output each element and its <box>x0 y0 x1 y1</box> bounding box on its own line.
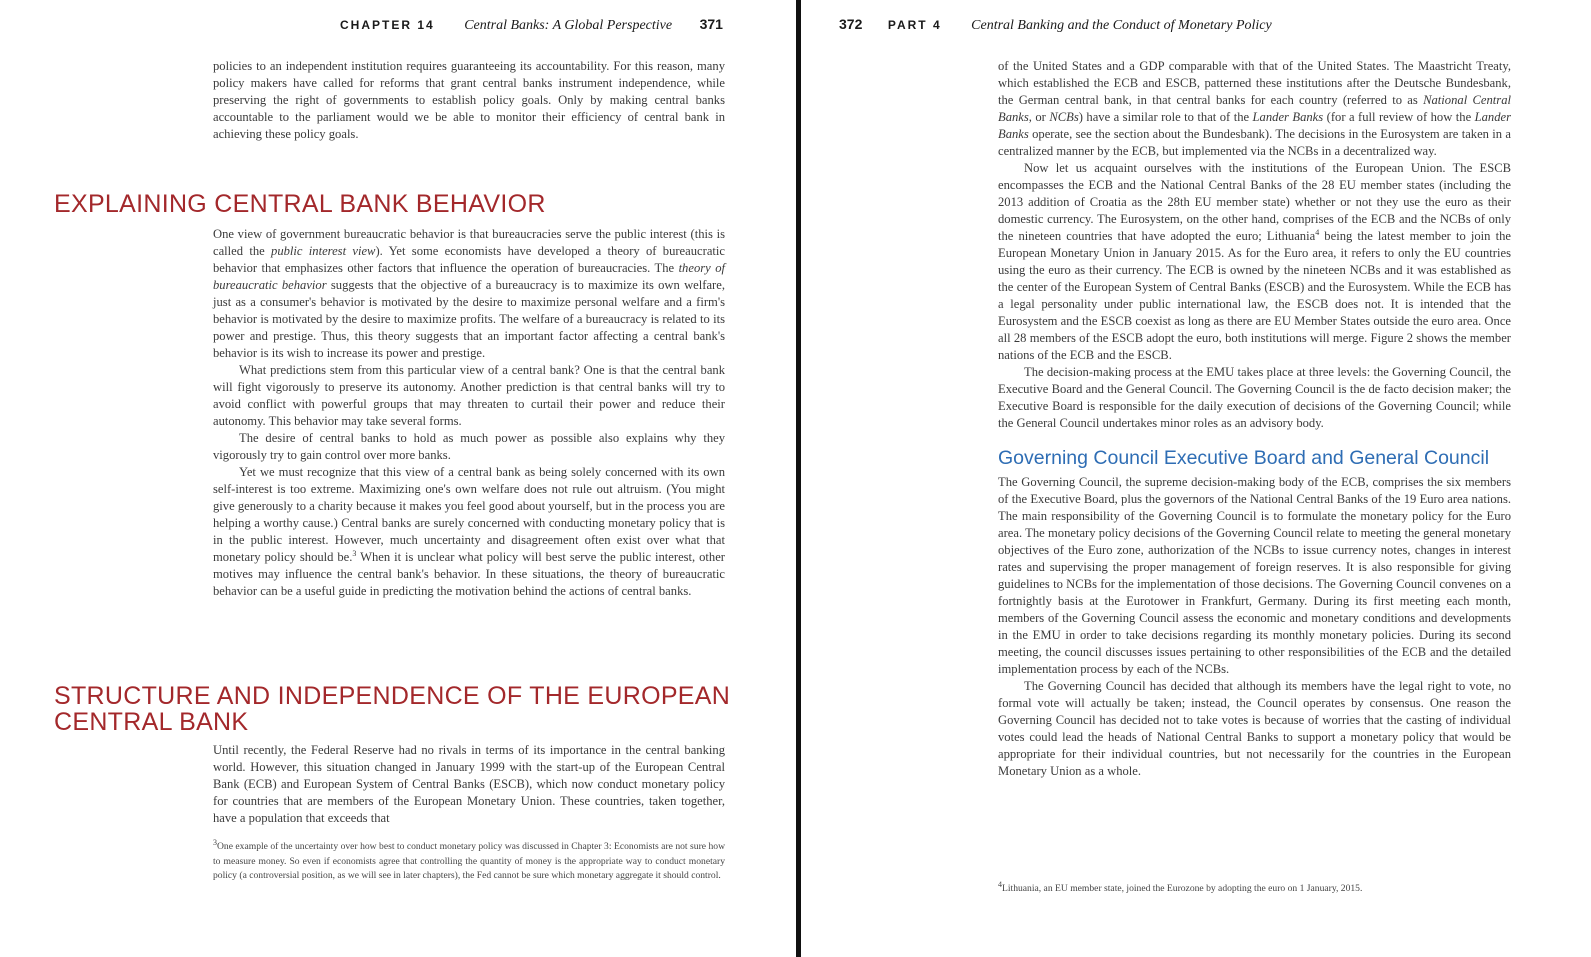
term-public-interest-view: public interest view <box>271 244 376 258</box>
intro-paragraph: policies to an independent institution requires guaranteeing its accountability. For this reason, many policy makers have called for reforms that grant central banks instrument independence, while preserving the right of governments to establish policy goals. Only by making central banks accountable to the parliament would we be able to monitor their efficiency of central bank in achieving these policy goals. <box>213 59 725 141</box>
section-body-structure <box>213 742 725 827</box>
paragraph: The Governing Council, the supreme decision-making body of the ECB, comprises the six members of the Executive Board, plus the governors of the National Central Banks of the 19 Euro area nations. The main responsibility of the Governing Council is to formulate the monetary policy for the Euro area. The monetary policy decisions of the Governing Council relate to meeting the general monetary objectives of the Euro zone, authorization of the NCBs to issue currency notes, changes in interest rates and supervising the proper management of foreign reserves. It is also responsible for giving guidelines to NCBs for the implementation of those decisions. The Governing Council convenes on a fortnightly basis at the Eurotower in Frankfurt, Germany. During its first meeting each month, members of the Governing Council assess the economic and monetary conditions and developments in the EMU in order to take decisions regarding its monthly monetary policies. During its second meeting, the council discusses issues pertaining to other responsibilities of the ECB and the detailed implementation process by each of the NCBs. <box>998 475 1511 676</box>
running-head-right <box>839 16 1272 34</box>
paragraph: The decision-making process at the EMU takes place at three levels: the Governing Council, the Executive Board and the General Council. The Governing Council is the de facto decision maker; the Executive Board is responsible for the daily execution of decisions of the Governing Council; while the General Council undertakes minor roles as an advisory body. <box>998 365 1511 430</box>
paragraph: The desire of central banks to hold as much power as possible also explains why they vigorously try to gain control over more banks. <box>213 431 725 462</box>
footnote-4: $^4$Lithuania, an EU member state, joined the Eurozone by adopting the euro on 1 January, 2015. <box>998 879 1363 894</box>
running-head-left <box>340 16 723 34</box>
paragraph: Yet we must recognize that this view of a central bank as being solely concerned with its own self-interest is too extreme. Maximizing one's own welfare does not rule out altruism. (You might give generously to a charity because it makes you feel good about yourself, but in the process you are helping a worthy cause.) Central banks are surely concerned with conducting monetary policy that is in the public interest. However, much uncertainty and disagreement often exist over what that monetary policy should be.$^3$ When it is unclear what policy will best serve the public interest, other motives may influence the central bank's behavior. In these situations, the theory of bureaucratic behavior can be a useful guide in predicting the motivation behind the actions of central banks. <box>213 465 726 598</box>
paragraph: The Governing Council has decided that although its members have the legal right to vote, no formal vote will actually be taken; instead, the Council operates by consensus. One reason the Governing Council has decided not to take votes is because of worries that the casting of individual votes could lead the heads of National Central Banks to support a monetary policy that would be appropriate for their individual countries, but not necessarily for the countries in the European Monetary Union as a whole. <box>998 679 1511 778</box>
page-number: 371 <box>699 16 723 32</box>
paragraph: of the United States and a GDP comparable with that of the United States. The Maastricht Treaty, which established the ECB and ESCB, patterned these institutions after the Deutsche Bundesbank, the German central bank, in that central banks for each country (referred to as National Central Banks, or NCBs) have a similar role to that of the Lander Banks (for a full review of how the Lander Banks operate, see the section about the Bundesbank). The decisions in the Eurosystem are taken in a centralized manner by the ECB, but implemented via the NCBs in a decentralized way. <box>998 59 1512 158</box>
section-body-explaining <box>213 226 725 600</box>
intro-text <box>213 58 725 143</box>
subsection-heading: Governing Council Executive Board and General Council <box>998 447 1490 469</box>
running-head-title: Central Banking and the Conduct of Monetary Policy <box>971 18 1272 33</box>
paragraph: One view of government bureaucratic behavior is that bureaucracies serve the public interest (this is called the public interest view). Yet some economists have developed a theory of bureaucratic behavior that emphasizes other factors that influence the operation of bureaucracies. The theory of bureaucratic behavior suggests that the objective of a bureaucracy is to maximize its own welfare, just as a consumer's behavior is motivated by the desire to maximize personal welfare and a firm's behavior is motivated by the desire to maximize profits. The welfare of a bureaucracy is related to its power and prestige. Thus, this theory suggests that an important factor affecting a central bank's behavior is its wish to increase its power and prestige. <box>213 227 725 360</box>
section-heading-structure: STRUCTURE AND INDEPENDENCE OF THE EUROPEAN CENTRAL BANK <box>54 682 731 736</box>
right-page <box>803 0 1591 957</box>
footnote-3: $^3$One example of the uncertainty over how best to conduct monetary policy was discussed in Chapter 3: Economists are not sure how to measure money. So even if economists agree that controlling the quantity of money is the appropriate way to conduct monetary policy (a controversial position, as we will see in later chapters), the Fed cannot be sure which monetary aggregate it should control. <box>213 837 725 881</box>
section-heading-explaining: EXPLAINING CENTRAL BANK BEHAVIOR <box>54 190 546 218</box>
paragraph: Until recently, the Federal Reserve had no rivals in terms of its importance in the central banking world. However, this situation changed in January 1999 with the start-up of the European Central Bank (ECB) and European System of Central Banks (ESCB), which now conduct monetary policy for countries that are members of the European Monetary Union. These countries, taken together, have a population that exceeds that <box>213 743 725 825</box>
paragraph: Now let us acquaint ourselves with the institutions of the European Union. The ESCB encompasses the ECB and the National Central Banks of the 28 EU member states (including the 2013 addition of Croatia as the 28th EU member state) whether or not they use the euro as their domestic currency. The Eurosystem, on the other hand, comprises of the ECB and the NCBs of only the nineteen countries that have adopted the euro; Lithuania$^4$ being the latest member to join the European Monetary Union in January 2015. As for the Euro area, it refers to only the EU countries using the euro as their currency. The ECB is owned by the nineteen NCBs and it was established as the center of the European System of Central Banks (ESCB) and the Eurosystem. While the ECB has a legal personality under public international law, the ESCB does not. It is intended that the Eurosystem and the ESCB coexist as long as there are EU Member States outside the euro area. Once all 28 members of the ESCB adopt the euro, both institutions will merge. Figure 2 shows the member nations of the ECB and the ESCB. <box>998 161 1511 362</box>
paragraph: What predictions stem from this particular view of a central bank? One is that the central bank will fight vigorously to preserve its autonomy. Another prediction is that central banks will try to avoid conflict with powerful groups that may threaten to curtail their power and reduce their autonomy. This behavior may take several forms. <box>213 363 725 428</box>
page-number: 372 <box>839 16 863 32</box>
page-divider <box>796 0 801 957</box>
footnote-ref-3: 3 <box>352 548 357 558</box>
running-head-part: PART 4 <box>887 18 942 32</box>
running-head-chapter: CHAPTER 14 <box>340 18 435 32</box>
footnote-ref-4: 4 <box>1315 227 1320 237</box>
running-head-title: Central Banks: A Global Perspective <box>464 18 673 33</box>
right-body <box>998 58 1511 780</box>
term-theory-bureaucratic-behavior: theory of bureaucratic behavior <box>213 261 725 292</box>
